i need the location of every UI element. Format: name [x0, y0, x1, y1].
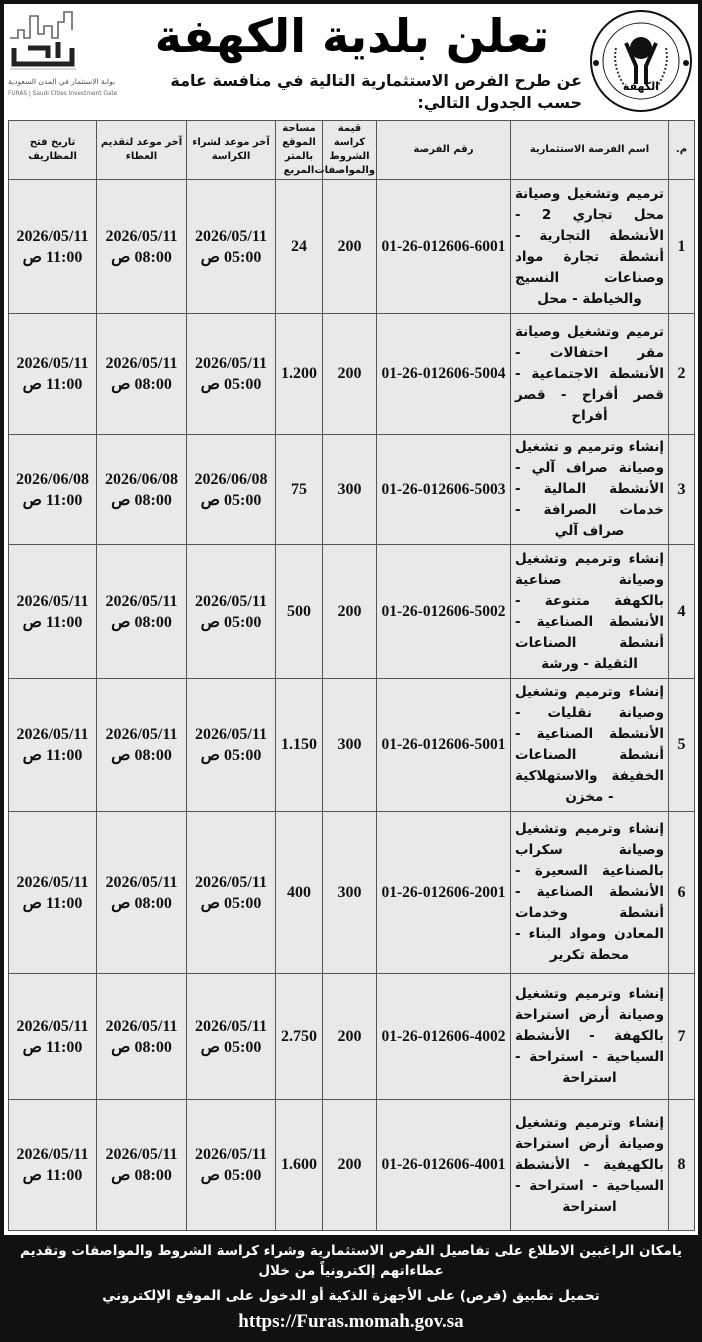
open-date: 2026/05/11: [16, 726, 89, 743]
opening-date: [9, 314, 97, 435]
open-date: 2026/06/08: [16, 470, 89, 488]
row-number: 4: [669, 545, 695, 679]
opportunity-name: ترميم وتشغيل وصيانة محل تجاري 2 - الأنشطة التجارية - أنشطة تجارة مواد وصناعات النسيج والخياطة - محل: [511, 180, 669, 314]
buy-time: 05:00 ص: [200, 1167, 262, 1184]
site-area: 500: [276, 545, 323, 679]
open-time: 11:00 ص: [22, 1167, 83, 1184]
submit-deadline: [97, 679, 187, 812]
opportunity-name: إنشاء وترميم وتشغيل وصيانة نقليات - الأنشطة الصناعية - أنشطة الصناعات الخفيفة والاستهلاكية - مخزن: [511, 679, 669, 812]
opportunity-name: ترميم وتشغيل وصيانة مقر احتفالات - الأنشطة الاجتماعية - قصر أفراح - قصر أفراح: [511, 314, 669, 435]
header-text: [118, 6, 586, 114]
ad-footer: [0, 1235, 702, 1342]
buy-time: 05:00 ص: [200, 894, 262, 912]
opportunity-code: 01-26-012606-5003: [377, 435, 511, 545]
buy-date: 2026/05/11: [194, 355, 267, 372]
submit-date: 2026/05/11: [105, 1017, 178, 1035]
booklet-price: 300: [323, 679, 377, 812]
col-header-price: قيمة كراسة الشروط والمواصفات: [323, 121, 377, 180]
table-row: [9, 974, 695, 1100]
opportunity-code: 01-26-012606-4001: [377, 1100, 511, 1231]
col-header-area: مساحة الموقع بالمتر المربع: [276, 121, 323, 180]
submit-deadline: [97, 314, 187, 435]
buy-deadline: [187, 974, 276, 1100]
submit-deadline: [97, 180, 187, 314]
booklet-price: 200: [323, 180, 377, 314]
opportunity-code: 01-26-012606-5001: [377, 679, 511, 812]
buy-date: 2026/05/11: [194, 1017, 267, 1035]
footer-line-1: يامكان الراغبين الاطلاع على تفاصيل الفرص الاستثمارية وشراء كراسة الشروط والمواصفات وتقديم عطاءاتهم إلكترونياً من خلال: [19, 1243, 682, 1279]
submit-date: 2026/05/11: [105, 726, 178, 743]
site-area: 1.600: [276, 1100, 323, 1231]
footer-line-2-text: تحميل تطبيق (فرص) على الأجهزة الذكية أو الدخول على الموقع الإلكتروني: [102, 1288, 600, 1304]
open-time: 11:00 ص: [22, 747, 83, 764]
submit-deadline: [97, 1100, 187, 1231]
opening-date: [9, 180, 97, 314]
booklet-price: 300: [323, 435, 377, 545]
submit-time: 08:00 ص: [111, 1167, 172, 1184]
row-number: 8: [669, 1100, 695, 1231]
col-header-no: م.: [669, 121, 695, 180]
site-area: 1.200: [276, 314, 323, 435]
open-date: 2026/05/11: [16, 592, 89, 610]
furas-website-link[interactable]: https://Furas.momah.gov.sa: [238, 1311, 464, 1332]
open-date: 2026/05/11: [16, 1146, 89, 1163]
buy-deadline: [187, 435, 276, 545]
buy-time: 05:00 ص: [200, 1038, 262, 1056]
buy-time: 05:00 ص: [200, 613, 262, 631]
booklet-price: 200: [323, 314, 377, 435]
submit-time: 08:00 ص: [111, 491, 172, 509]
col-header-opening-date: تاريخ فتح المظاريف: [9, 121, 97, 180]
opportunity-code: 01-26-012606-5002: [377, 545, 511, 679]
furas-tagline-en: FURAS | Saudi Cities Investment Gate: [8, 91, 118, 97]
furas-skyline-icon: [8, 8, 78, 70]
opportunity-code: 01-26-012606-2001: [377, 812, 511, 974]
submit-date: 2026/05/11: [105, 1146, 178, 1163]
submit-date: 2026/05/11: [105, 873, 178, 891]
opening-date: [9, 545, 97, 679]
buy-time: 05:00 ص: [200, 491, 262, 509]
booklet-price: 200: [323, 974, 377, 1100]
buy-deadline: [187, 314, 276, 435]
open-date: 2026/05/11: [16, 873, 89, 891]
submit-deadline: [97, 435, 187, 545]
furas-tagline-ar: بوابة الاستثمار في المدن السعودية: [8, 77, 116, 86]
buy-date: 2026/06/08: [194, 470, 268, 488]
submit-date: 2026/05/11: [105, 355, 178, 372]
submit-deadline: [97, 974, 187, 1100]
table-row: [9, 435, 695, 545]
submit-time: 08:00 ص: [111, 894, 172, 912]
opportunity-name: إنشاء وترميم وتشغيل وصيانة صناعية بالكهفة متنوعة - الأنشطة الصناعية - أنشطة الصناعات الثقيلة - ورشة: [511, 545, 669, 679]
municipality-emblem-icon: [586, 8, 696, 114]
buy-time: 05:00 ص: [200, 376, 262, 393]
opening-date: [9, 679, 97, 812]
opportunity-name: إنشاء وترميم وتشغيل وصيانة أرض استراحة بالكهيفية - الأنشطة السياحية - استراحة - استراحة: [511, 1100, 669, 1231]
open-time: 11:00 ص: [22, 376, 83, 393]
table-row: [9, 180, 695, 314]
row-number: 6: [669, 812, 695, 974]
site-area: 400: [276, 812, 323, 974]
site-area: 75: [276, 435, 323, 545]
submit-date: 2026/06/08: [105, 470, 178, 488]
booklet-price: 200: [323, 1100, 377, 1231]
submit-date: 2026/05/11: [105, 227, 178, 245]
buy-deadline: [187, 180, 276, 314]
open-time: 11:00 ص: [22, 248, 83, 266]
opportunity-code: 01-26-012606-5004: [377, 314, 511, 435]
submit-time: 08:00 ص: [111, 376, 172, 393]
submit-time: 08:00 ص: [111, 613, 172, 631]
row-number: 7: [669, 974, 695, 1100]
open-time: 11:00 ص: [22, 613, 83, 631]
site-area: 24: [276, 180, 323, 314]
submit-deadline: [97, 812, 187, 974]
buy-date: 2026/05/11: [194, 227, 267, 245]
open-date: 2026/05/11: [16, 355, 89, 372]
submit-time: 08:00 ص: [111, 248, 172, 266]
opportunities-table: [8, 120, 695, 1231]
footer-line-2: [4, 1283, 698, 1336]
table-container: [4, 118, 698, 1235]
open-date: 2026/05/11: [16, 227, 89, 245]
buy-deadline: [187, 812, 276, 974]
row-number: 1: [669, 180, 695, 314]
submit-deadline: [97, 545, 187, 679]
booklet-price: 200: [323, 545, 377, 679]
table-row: [9, 545, 695, 679]
table-row: [9, 314, 695, 435]
buy-deadline: [187, 679, 276, 812]
buy-date: 2026/05/11: [194, 592, 267, 610]
opportunity-name: إنشاء وترميم وتشغيل وصيانة أرض استراحة بالكهفة - الأنشطة السياحية - استراحة - استراحة: [511, 974, 669, 1100]
opening-date: [9, 974, 97, 1100]
ad-header: [4, 4, 698, 118]
col-header-submit-deadline: آخر موعد لتقديم العطاء: [97, 121, 187, 180]
open-time: 11:00 ص: [22, 491, 83, 509]
opportunity-name: إنشاء وترميم وتشغيل وصيانة سكراب بالصناعية السعيرة - الأنشطة الصناعية - أنشطة وخدمات المعادن ومواد البناء - محطة تكرير: [511, 812, 669, 974]
submit-time: 08:00 ص: [111, 1038, 172, 1056]
opening-date: [9, 435, 97, 545]
table-header-row: [9, 121, 695, 180]
page-title: تعلن بلدية الكهفة: [154, 9, 550, 63]
site-area: 2.750: [276, 974, 323, 1100]
col-header-code: رقم الفرصة: [377, 121, 511, 180]
page-subtitle: عن طرح الفرص الاستثمارية التالية في منافسة عامة حسب الجدول التالي:: [170, 71, 582, 112]
table-row: [9, 679, 695, 812]
table-row: [9, 812, 695, 974]
booklet-price: 300: [323, 812, 377, 974]
emblem-center-text: الكهفة: [622, 80, 660, 93]
buy-time: 05:00 ص: [200, 248, 262, 266]
open-time: 11:00 ص: [22, 1038, 83, 1056]
buy-date: 2026/05/11: [194, 1146, 267, 1163]
opportunity-name: إنشاء وترميم و تشغيل وصيانة صراف آلي - الأنشطة المالية - خدمات الصرافة - صراف آلي: [511, 435, 669, 545]
opportunity-code: 01-26-012606-4002: [377, 974, 511, 1100]
open-date: 2026/05/11: [16, 1017, 89, 1035]
row-number: 2: [669, 314, 695, 435]
opportunity-code: 01-26-012606-6001: [377, 180, 511, 314]
buy-date: 2026/05/11: [194, 726, 267, 743]
buy-deadline: [187, 545, 276, 679]
row-number: 3: [669, 435, 695, 545]
table-row: [9, 1100, 695, 1231]
row-number: 5: [669, 679, 695, 812]
site-area: 1.150: [276, 679, 323, 812]
buy-time: 05:00 ص: [200, 747, 262, 764]
buy-deadline: [187, 1100, 276, 1231]
col-header-buy-deadline: آخر موعد لشراء الكراسة: [187, 121, 276, 180]
submit-date: 2026/05/11: [105, 592, 178, 610]
opening-date: [9, 812, 97, 974]
opening-date: [9, 1100, 97, 1231]
furas-logo: [6, 6, 118, 114]
open-time: 11:00 ص: [22, 894, 83, 912]
submit-time: 08:00 ص: [111, 747, 172, 764]
buy-date: 2026/05/11: [194, 873, 267, 891]
col-header-name: اسم الفرصة الاستثمارية: [511, 121, 669, 180]
